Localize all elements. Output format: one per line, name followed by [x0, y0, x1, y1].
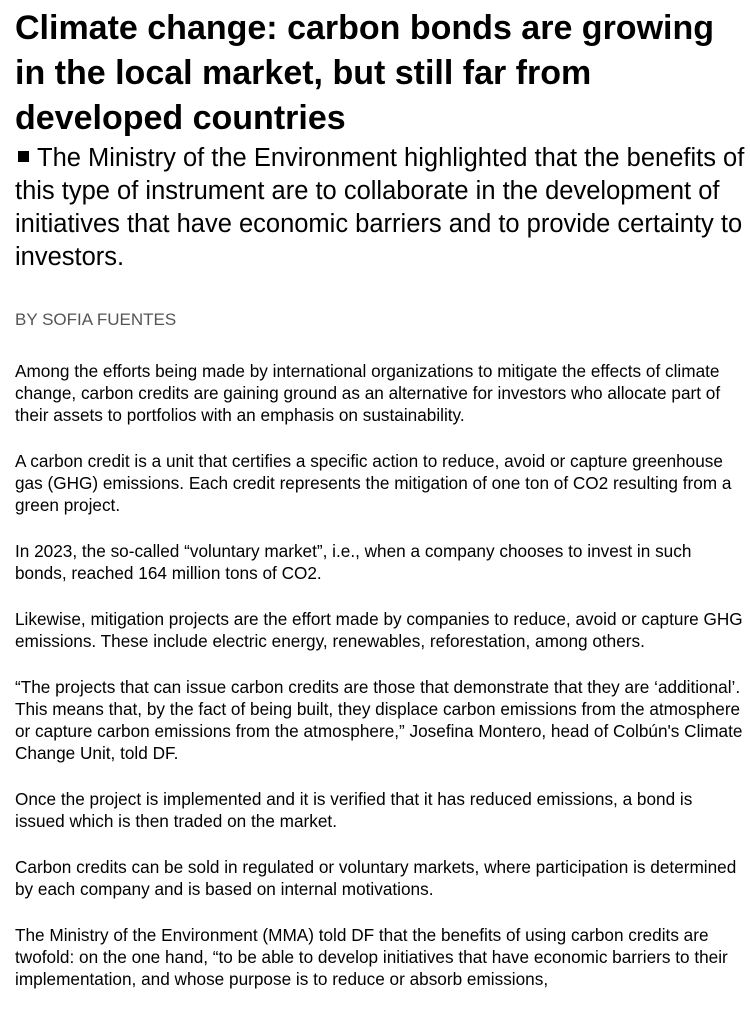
article-byline: BY SOFIA FUENTES: [15, 310, 177, 329]
subheadline-text: The Ministry of the Environment highlighted that the benefits of this type of instrument are to collaborate in the development of initiatives that have economic barriers and to provide certainty to investors.: [15, 144, 745, 271]
article-headline: Climate change: carbon bonds are growing in the local market, but still far from developed countries: [15, 9, 714, 137]
article: [15, 0, 745, 1014]
body-paragraph: A carbon credit is a unit that certifies a specific action to reduce, avoid or capture greenhouse gas (GHG) emissions. Each credit represents the mitigation of one ton of CO2 resulting from a green project.: [15, 451, 732, 515]
body-paragraph: “The projects that can issue carbon credits are those that demonstrate that they are ‘additional’. This means that, by the fact of being built, they displace carbon emissions from the atmosphere or capture carbon emissions from the atmosphere,” Josefina Montero, head of Colbún's Climate Change Unit, told DF.: [15, 677, 743, 763]
body-paragraph: The Ministry of the Environment (MMA) told DF that the benefits of using carbon credits are twofold: on the one hand, “to be able to develop initiatives that have economic barriers to their implementation, and whose purpose is to reduce or absorb emissions,: [15, 925, 728, 989]
body-paragraph: Likewise, mitigation projects are the effort made by companies to reduce, avoid or capture GHG emissions. These include electric energy, renewables, reforestation, among others.: [15, 609, 743, 651]
square-bullet-icon: [18, 151, 29, 162]
body-paragraph: Once the project is implemented and it is verified that it has reduced emissions, a bond is issued which is then traded on the market.: [15, 789, 693, 831]
body-paragraph: Among the efforts being made by international organizations to mitigate the effects of climate change, carbon credits are gaining ground as an alternative for investors who allocate part of their assets to portfolios with an emphasis on sustainability.: [15, 361, 721, 425]
body-paragraph: Carbon credits can be sold in regulated or voluntary markets, where participation is determined by each company and is based on internal motivations.: [15, 857, 737, 899]
article-subheadline: [15, 142, 745, 274]
article-body: [15, 360, 745, 990]
body-paragraph: In 2023, the so-called “voluntary market”, i.e., when a company chooses to invest in such bonds, reached 164 million tons of CO2.: [15, 541, 692, 583]
